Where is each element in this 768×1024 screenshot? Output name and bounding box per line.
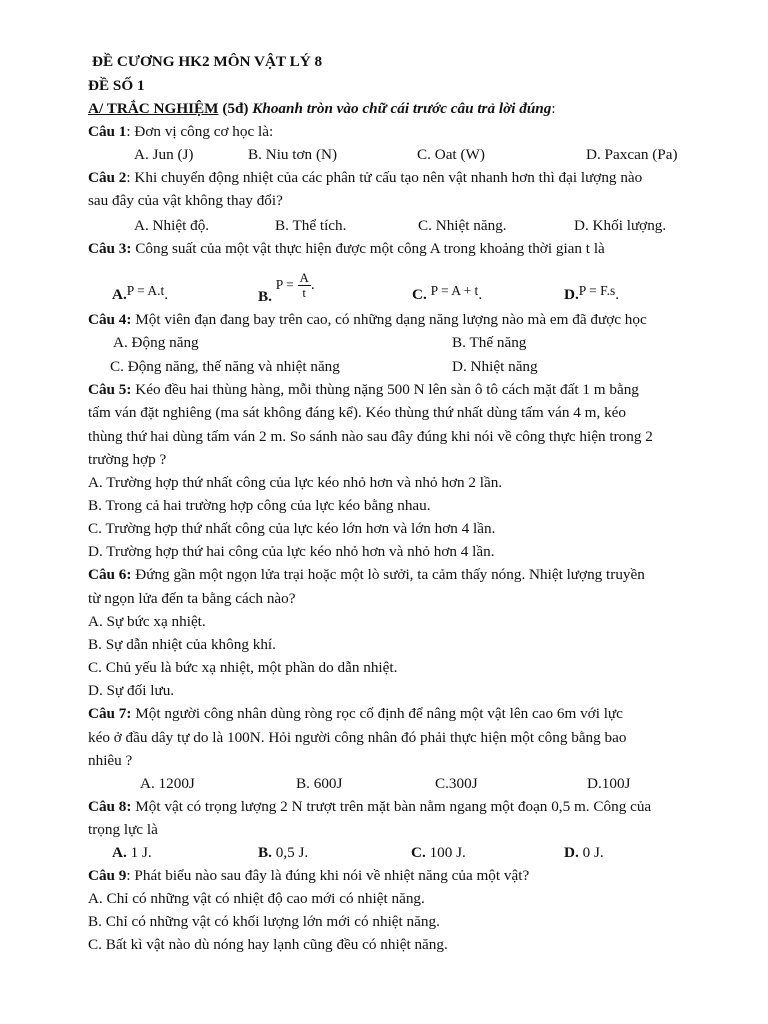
question-label: Câu 5: xyxy=(88,381,132,398)
question-label: Câu 2 xyxy=(88,169,127,186)
question-label: Câu 9 xyxy=(88,867,127,884)
formula: P = A.t xyxy=(126,283,165,298)
dot: . xyxy=(478,286,483,303)
option-letter: B. xyxy=(258,844,272,861)
fraction-denominator: t xyxy=(302,285,307,301)
exam-number: ĐỀ SỐ 1 xyxy=(88,77,145,94)
q7-option-a[interactable]: A. 1200J xyxy=(140,775,195,792)
section-colon: : xyxy=(551,100,556,117)
question-label: Câu 6: xyxy=(88,566,132,583)
q4-option-b[interactable]: B. Thế năng xyxy=(452,334,527,351)
question-5-line-2: tấm ván đặt nghiêng (ma sát không đáng kể). Kéo thùng thứ nhất dùng tấm ván 4 m, kéo xyxy=(88,404,626,421)
q2-option-a[interactable]: A. Nhiệt độ. xyxy=(134,217,210,234)
dot: . xyxy=(615,286,619,303)
question-6 xyxy=(88,565,645,585)
q1-option-c[interactable]: C. Oat (W) xyxy=(417,146,485,163)
question-9 xyxy=(88,866,529,886)
option-letter: A. xyxy=(112,844,127,861)
question-6-line-2: từ ngọn lửa đến ta bằng cách nào? xyxy=(88,590,296,607)
formula: P = A + t xyxy=(430,283,479,298)
option-letter: D. xyxy=(564,844,579,861)
q8-option-a[interactable] xyxy=(112,843,152,863)
q7-option-b[interactable]: B. 600J xyxy=(296,775,343,792)
question-8-line-2: trọng lực là xyxy=(88,821,158,838)
q2-option-b[interactable]: B. Thể tích. xyxy=(275,217,347,234)
option-letter: B. xyxy=(258,288,272,305)
q5-option-b[interactable]: B. Trong cả hai trường hợp công của lực kéo bằng nhau. xyxy=(88,497,431,514)
question-4 xyxy=(88,310,647,330)
document-title: ĐỀ CƯƠNG HK2 MÔN VẬT LÝ 8 xyxy=(92,53,323,70)
q6-option-a[interactable]: A. Sự bức xạ nhiệt. xyxy=(88,613,206,630)
question-5 xyxy=(88,380,639,400)
q9-option-b[interactable]: B. Chỉ có những vật có khối lượng lớn mới có nhiệt năng. xyxy=(88,913,440,930)
question-text: Kéo đều hai thùng hàng, mỗi thùng nặng 500 N lên sàn ô tô cách mặt đất 1 m bằng xyxy=(131,381,639,398)
q8-option-c[interactable] xyxy=(411,843,466,863)
question-label: Câu 3: xyxy=(88,240,132,257)
question-text: : Phát biểu nào sau đây là đúng khi nói về nhiệt năng của một vật? xyxy=(126,867,530,884)
section-points: (5đ) xyxy=(218,100,253,117)
question-2 xyxy=(88,168,642,188)
question-text: Một viên đạn đang bay trên cao, có những dạng năng lượng nào mà em đã được học xyxy=(131,311,647,328)
fraction-numerator: A xyxy=(299,270,309,286)
question-text: Công suất của một vật thực hiện được một công A trong khoảng thời gian t là xyxy=(131,240,605,257)
section-instruction: Khoanh tròn vào chữ cái trước câu trả lời đúng xyxy=(252,100,552,117)
question-3 xyxy=(88,239,605,259)
option-letter: C. xyxy=(411,844,426,861)
q3-option-a[interactable] xyxy=(112,285,168,305)
question-5-line-4: trường hợp ? xyxy=(88,451,167,468)
question-label: Câu 7: xyxy=(88,705,132,722)
option-letter: D. xyxy=(564,286,579,303)
q6-option-d[interactable]: D. Sự đối lưu. xyxy=(88,682,175,699)
q9-option-a[interactable]: A. Chỉ có những vật có nhiệt độ cao mới có nhiệt năng. xyxy=(88,890,425,907)
q5-option-d[interactable]: D. Trường hợp thứ hai công của lực kéo nhỏ hơn và nhỏ hơn 4 lần. xyxy=(88,543,495,560)
q1-option-b[interactable]: B. Niu tơn (N) xyxy=(248,146,338,163)
question-label: Câu 1 xyxy=(88,123,127,140)
question-5-line-3: thùng thứ hai dùng tấm ván 2 m. So sánh nào sau đây đúng khi nói về công thực hiện trong 2 xyxy=(88,428,653,445)
option-text: 0 J. xyxy=(578,844,604,861)
option-text: 1 J. xyxy=(126,844,152,861)
question-text: Một người công nhân dùng ròng rọc cố định để nâng một vật lên cao 6m với lực xyxy=(131,705,623,722)
formula-lhs: P = xyxy=(275,277,294,292)
question-2-line-2: sau đây của vật không thay đổi? xyxy=(88,192,283,209)
question-7-line-3: nhiêu ? xyxy=(88,752,133,769)
q8-option-b[interactable] xyxy=(258,843,308,863)
question-label: Câu 4: xyxy=(88,311,132,328)
section-heading xyxy=(88,99,556,119)
q1-option-d[interactable]: D. Paxcan (Pa) xyxy=(586,146,678,163)
question-text: : Khi chuyển động nhiệt của các phân tử cấu tạo nên vật nhanh hơn thì đại lượng nào xyxy=(126,169,643,186)
q4-option-d[interactable]: D. Nhiệt năng xyxy=(452,358,538,375)
q3-option-c[interactable] xyxy=(412,285,482,305)
option-letter: C. xyxy=(412,286,427,303)
section-label: A/ TRẮC NGHIỆM xyxy=(88,100,219,117)
dot: . xyxy=(164,286,169,303)
q7-option-d[interactable]: D.100J xyxy=(587,775,631,792)
q4-option-a[interactable]: A. Động năng xyxy=(113,334,199,351)
q1-option-a[interactable]: A. Jun (J) xyxy=(134,146,194,163)
option-text: 100 J. xyxy=(425,844,466,861)
question-7 xyxy=(88,704,623,724)
q6-option-b[interactable]: B. Sự dẫn nhiệt của không khí. xyxy=(88,636,276,653)
question-1 xyxy=(88,122,273,142)
q4-option-c[interactable]: C. Động năng, thế năng và nhiệt năng xyxy=(110,358,340,375)
option-text: 0,5 J. xyxy=(271,844,309,861)
q5-option-c[interactable]: C. Trường hợp thứ nhất công của lực kéo lớn hơn và lớn hơn 4 lần. xyxy=(88,520,496,537)
question-7-line-2: kéo ở đầu dây tự do là 100N. Hỏi người công nhân đó phải thực hiện một công bằng bao xyxy=(88,729,627,746)
q3-option-d[interactable] xyxy=(564,285,619,305)
q2-option-d[interactable]: D. Khối lượng. xyxy=(574,217,667,234)
q6-option-c[interactable]: C. Chủ yếu là bức xạ nhiệt, một phần do dẫn nhiệt. xyxy=(88,659,398,676)
q8-option-d[interactable] xyxy=(564,843,604,863)
option-letter: A. xyxy=(112,286,127,303)
fraction xyxy=(298,271,311,300)
q7-option-c[interactable]: C.300J xyxy=(435,775,478,792)
dot: . xyxy=(310,276,315,293)
q5-option-a[interactable]: A. Trường hợp thứ nhất công của lực kéo nhỏ hơn và nhỏ hơn 2 lần. xyxy=(88,474,503,491)
question-8 xyxy=(88,797,651,817)
question-label: Câu 8: xyxy=(88,798,132,815)
question-text: Một vật có trọng lượng 2 N trượt trên mặt bàn nằm ngang một đoạn 0,5 m. Công của xyxy=(131,798,652,815)
q2-option-c[interactable]: C. Nhiệt năng. xyxy=(418,217,507,234)
question-text: Đứng gần một ngọn lửa trại hoặc một lò sưởi, ta cảm thấy nóng. Nhiệt lượng truyền xyxy=(131,566,645,583)
question-text: : Đơn vị công cơ học là: xyxy=(126,123,274,140)
formula: P = F.s xyxy=(578,283,616,298)
q9-option-c[interactable]: C. Bất kì vật nào dù nóng hay lạnh cũng đều có nhiệt năng. xyxy=(88,936,448,953)
q3-option-b[interactable] xyxy=(258,266,315,304)
